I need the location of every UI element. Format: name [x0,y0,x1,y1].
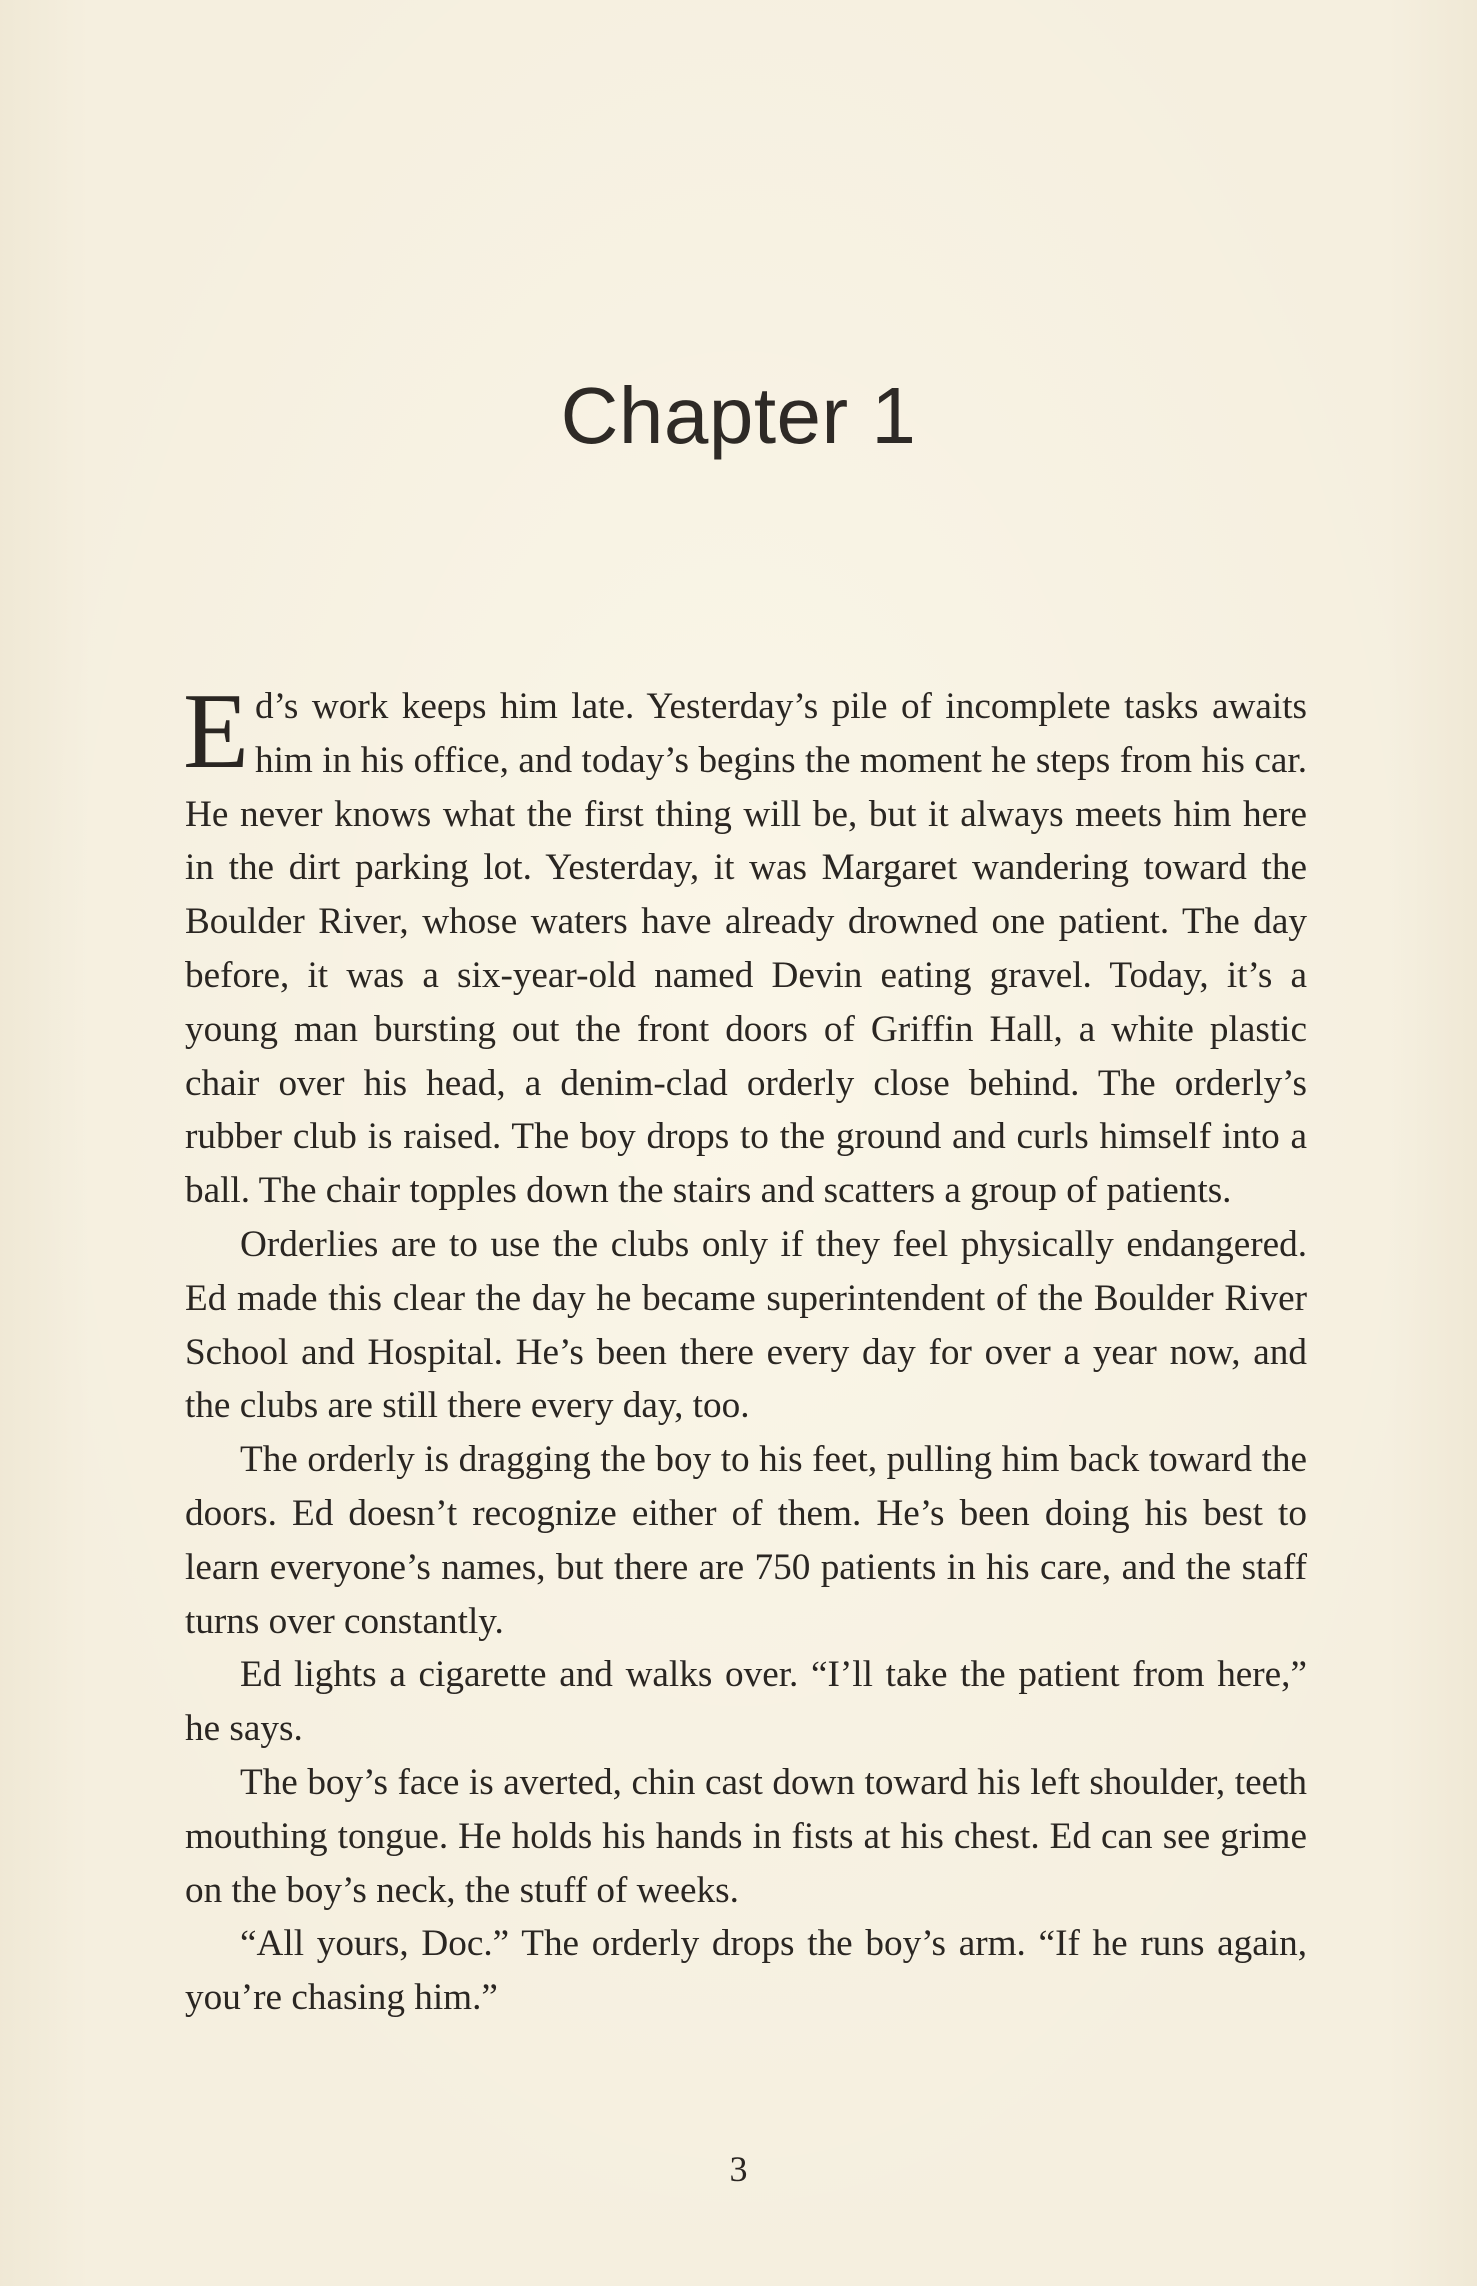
paragraph-3: The orderly is dragging the boy to his feet, pulling him back toward the doors. Ed doesn’t recognize either of them. He’s been doing his best to learn everyone’s names, but there are 750 patients in his care, and the staff turns over constantly. [185,1439,1307,1642]
chapter-body [183,672,1307,2025]
chapter-title: Chapter 1 [560,371,917,460]
paragraph-5: The boy’s face is averted, chin cast down toward his left shoulder, teeth mouthing tongue. He holds his hands in fists at his chest. Ed can see grime on the boy’s neck, the stuff of weeks. [185,1761,1307,1911]
paragraph-4: Ed lights a cigarette and walks over. “I’ll take the patient from here,” he says. [185,1654,1307,1750]
drop-cap: E [183,672,249,791]
paragraph-6: “All yours, Doc.” The orderly drops the boy’s arm. “If he runs again, you’re chasing him.” [185,1923,1307,2019]
page-number: 3 [729,2149,748,2189]
paragraph-2: Orderlies are to use the clubs only if they feel physically endangered. Ed made this clear the day he became superintendent of the Boulder River School and Hospital. He’s been there every day for over a year now, and the clubs are still there every day, too. [185,1223,1307,1427]
paragraph-1-text: d’s work keeps him late. Yesterday’s pile of incomplete tasks awaits him in his office, and today’s begins the moment he steps from his car. He never knows what the first thing will be, but it always meets him here in the dirt parking lot. Yesterday, it was Margaret wandering toward the Boulder River, whose waters have already drowned one patient. The day before, it was a six-year-old named Devin eating gravel. Today, it’s a young man bursting out the front doors of Griffin Hall, a white plastic chair over his head, a denim-clad orderly close behind. The orderly’s rubber club is raised. The boy drops to the ground and curls himself into a ball. The chair topples down the stairs and scatters a group of patients. [185,686,1307,1212]
paragraph-1 [183,672,1307,1218]
